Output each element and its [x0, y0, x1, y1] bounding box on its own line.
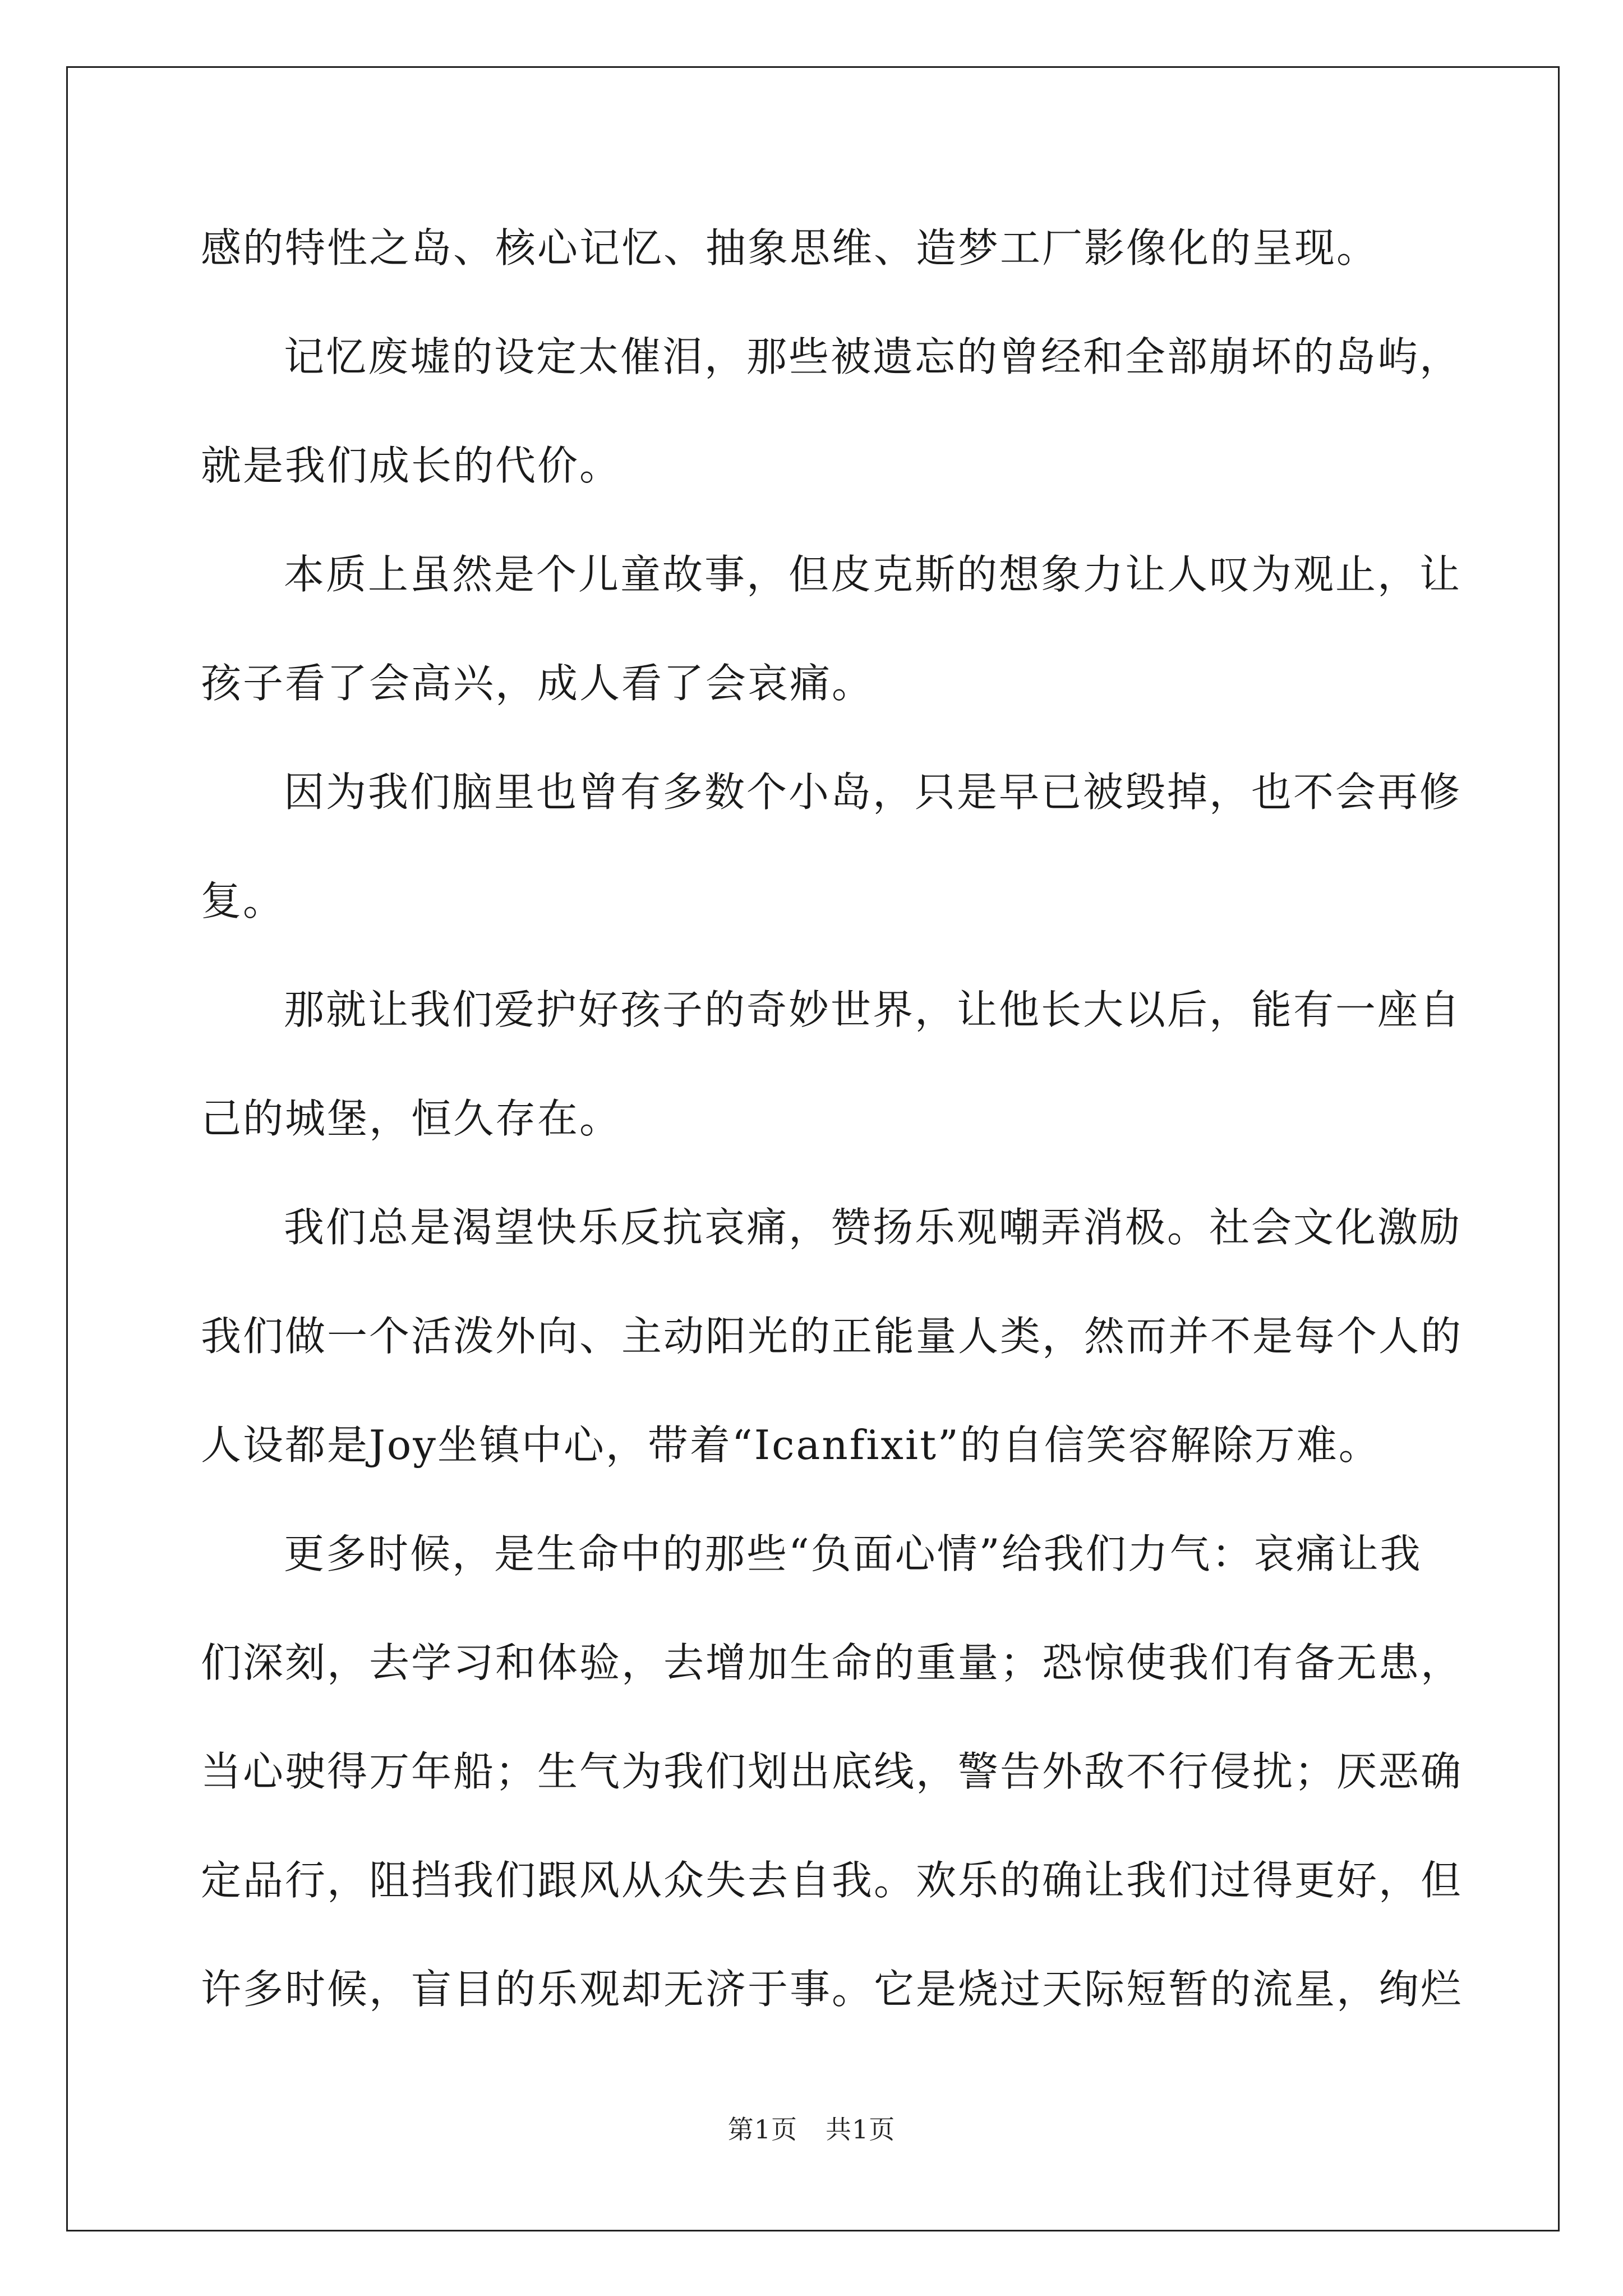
text-line: 定品行，阻挡我们跟风从众失去自我。欢乐的确让我们过得更好，但	[201, 1857, 1463, 1904]
text-line: 孩子看了会高兴，成人看了会哀痛。	[201, 660, 874, 707]
text-line: 感的特性之岛、核心记忆、抽象思维、造梦工厂影像化的呈现。	[201, 224, 1379, 272]
document-body	[201, 194, 1463, 2044]
paragraph-start-line: 因为我们脑里也曾有多数个小岛，只是早已被毁掉，也不会再修	[284, 769, 1462, 816]
text-line: 们深刻，去学习和体验，去增加生命的重量；恐惊使我们有备无患，	[201, 1639, 1463, 1686]
text-line: 我们做一个活泼外向、主动阳光的正能量人类，然而并不是每个人的	[201, 1313, 1463, 1360]
paragraph-start-line: 记忆废墟的设定太催泪，那些被遗忘的曾经和全部崩坏的岛屿，	[284, 333, 1462, 380]
text-line: 人设都是Joy坐镇中心，带着“Icanfixit”的自信笑容解除万难。	[201, 1421, 1381, 1469]
text-line: 己的城堡，恒久存在。	[201, 1095, 622, 1142]
page-number: 第1页	[727, 2114, 797, 2145]
paragraph-start-line: 那就让我们爱护好孩子的奇妙世界，让他长大以后，能有一座自	[284, 986, 1462, 1033]
page-footer	[0, 2109, 1623, 2146]
text-line: 复。	[201, 877, 285, 924]
text-line: 许多时候，盲目的乐观却无济于事。它是烧过天际短暂的流星，绚烂	[201, 1966, 1463, 2013]
page-total: 共1页	[826, 2114, 896, 2145]
paragraph-start-line: 我们总是渴望快乐反抗哀痛，赞扬乐观嘲弄消极。社会文化激励	[284, 1204, 1462, 1251]
paragraph-start-line: 本质上虽然是个儿童故事，但皮克斯的想象力让人叹为观止，让	[284, 551, 1462, 598]
text-line: 就是我们成长的代价。	[201, 442, 622, 489]
text-line: 当心驶得万年船；生气为我们划出底线，警告外敌不行侵扰；厌恶确	[201, 1748, 1463, 1795]
paragraph-start-line: 更多时候，是生命中的那些“负面心情”给我们力气：哀痛让我	[284, 1530, 1422, 1577]
